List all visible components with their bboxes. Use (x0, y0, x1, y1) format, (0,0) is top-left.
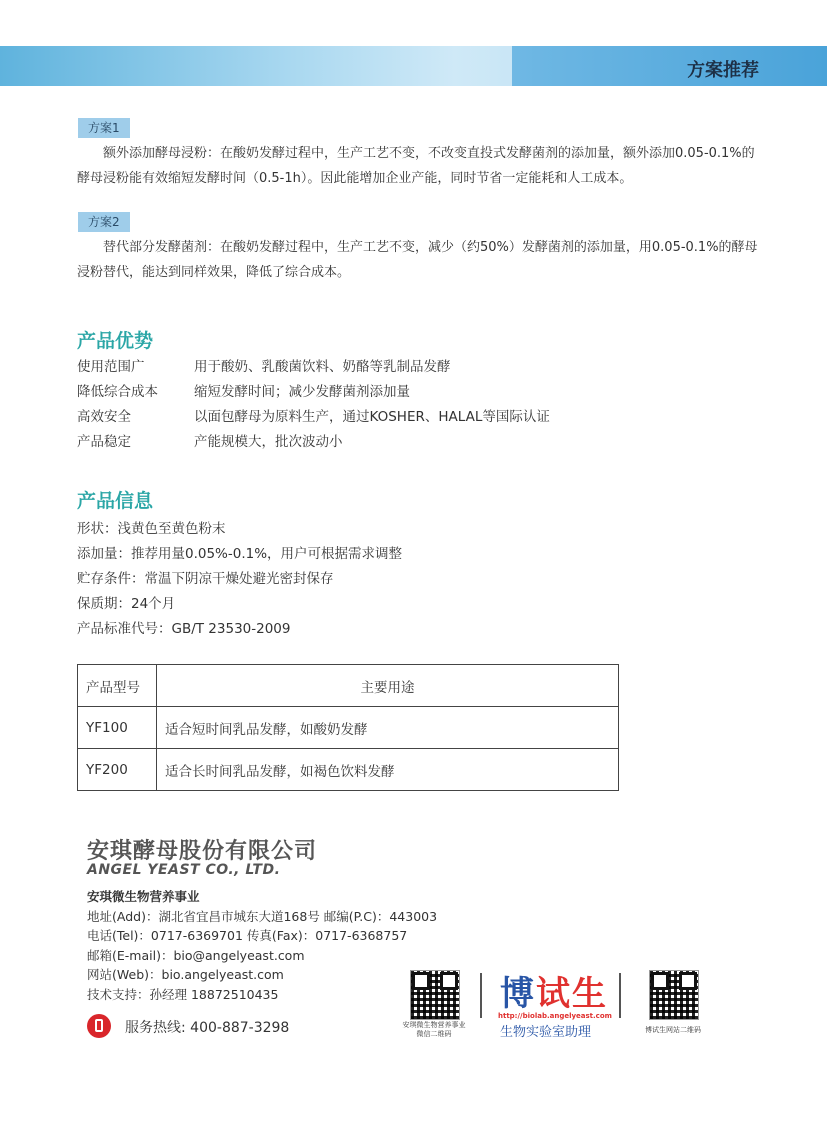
bss-subtitle: 生物实验室助理 (500, 1025, 592, 1040)
product-table (77, 664, 619, 791)
company-division: 安琪微生物营养事业 (87, 889, 200, 904)
website-qr-code (649, 970, 699, 1020)
table-header-model: 产品型号 (78, 665, 157, 707)
advantage-value: 产能规模大，批次波动小 (194, 434, 343, 450)
advantage-value: 以面包酵母为原料生产，通过KOSHER、HALAL等国际认证 (194, 409, 550, 425)
contact-address: 地址(Add)：湖北省宜昌市城东大道168号 邮编(P.C)：443003 (87, 909, 438, 924)
divider (619, 973, 621, 1018)
plan-1-tag: 方案1 (78, 118, 130, 138)
company-name-cn: 安琪酵母股份有限公司 (87, 839, 318, 864)
website-qr-caption: 博试生网站二维码 (645, 1026, 701, 1034)
wechat-qr-code (410, 970, 460, 1020)
wechat-qr-caption (398, 1021, 470, 1039)
page-title: 方案推荐 (687, 60, 759, 81)
plan-2-tag: 方案2 (78, 212, 130, 232)
contact-email: 邮箱(E-mail)：bio@angelyeast.com (87, 948, 305, 963)
plan-2-text: 替代部分发酵菌剂：在酸奶发酵过程中，生产工艺不变，减少（约50%）发酵菌剂的添加量，用0.05-0.1%的酵母浸粉替代，能达到同样效果，降低了综合成本。 (77, 240, 758, 280)
hotline: 服务热线: 400-887-3298 (125, 1020, 290, 1036)
header-tab (512, 46, 827, 86)
table-row (78, 707, 619, 749)
advantage-key: 高效安全 (77, 409, 131, 425)
qr-caption-line: 安琪微生物营养事业 (402, 1021, 466, 1029)
bss-logo-part: 博 (500, 974, 536, 1014)
advantage-value: 缩短发酵时间；减少发酵菌剂添加量 (194, 384, 410, 400)
contact-web: 网站(Web)：bio.angelyeast.com (87, 967, 284, 982)
advantage-key: 使用范围广 (77, 359, 145, 375)
advantages-title: 产品优势 (77, 330, 154, 352)
company-name-en: ANGEL YEAST CO., LTD. (87, 862, 281, 878)
bss-logo-part: 试生 (536, 974, 608, 1014)
info-shape: 形状：浅黄色至黄色粉末 (77, 521, 226, 537)
info-standard: 产品标准代号：GB/T 23530-2009 (77, 621, 291, 637)
table-header-row (78, 665, 619, 707)
table-cell-model: YF200 (78, 749, 157, 791)
bss-logo (500, 966, 608, 1015)
divider (480, 973, 482, 1018)
bss-url: http://biolab.angelyeast.com (498, 1012, 612, 1020)
table-row (78, 749, 619, 791)
contact-phone: 电话(Tel)：0717-6369701 传真(Fax)：0717-6368757 (87, 928, 408, 943)
table-header-usage: 主要用途 (157, 665, 619, 707)
info-title: 产品信息 (77, 490, 154, 512)
qr-caption-line: 微信二维码 (416, 1030, 452, 1038)
table-cell-model: YF100 (78, 707, 157, 749)
advantage-key: 产品稳定 (77, 434, 131, 450)
info-shelf-life: 保质期：24个月 (77, 596, 176, 612)
plan-1-text: 额外添加酵母浸粉：在酸奶发酵过程中，生产工艺不变，不改变直投式发酵菌剂的添加量，额外添加0.05-0.1%的酵母浸粉能有效缩短发酵时间（0.5-1h）。因此能增加企业产能，同时节省一定能耗和人工成本。 (77, 146, 755, 186)
table-cell-usage: 适合短时间乳品发酵，如酸奶发酵 (157, 707, 619, 749)
contact-support: 技术支持：孙经理 18872510435 (87, 987, 279, 1002)
advantage-key: 降低综合成本 (77, 384, 158, 400)
advantage-value: 用于酸奶、乳酸菌饮料、奶酪等乳制品发酵 (194, 359, 451, 375)
info-storage: 贮存条件：常温下阴凉干燥处避光密封保存 (77, 571, 334, 587)
table-cell-usage: 适合长时间乳品发酵，如褐色饮料发酵 (157, 749, 619, 791)
phone-icon (87, 1014, 111, 1038)
info-dosage: 添加量：推荐用量0.05%-0.1%，用户可根据需求调整 (77, 546, 403, 562)
